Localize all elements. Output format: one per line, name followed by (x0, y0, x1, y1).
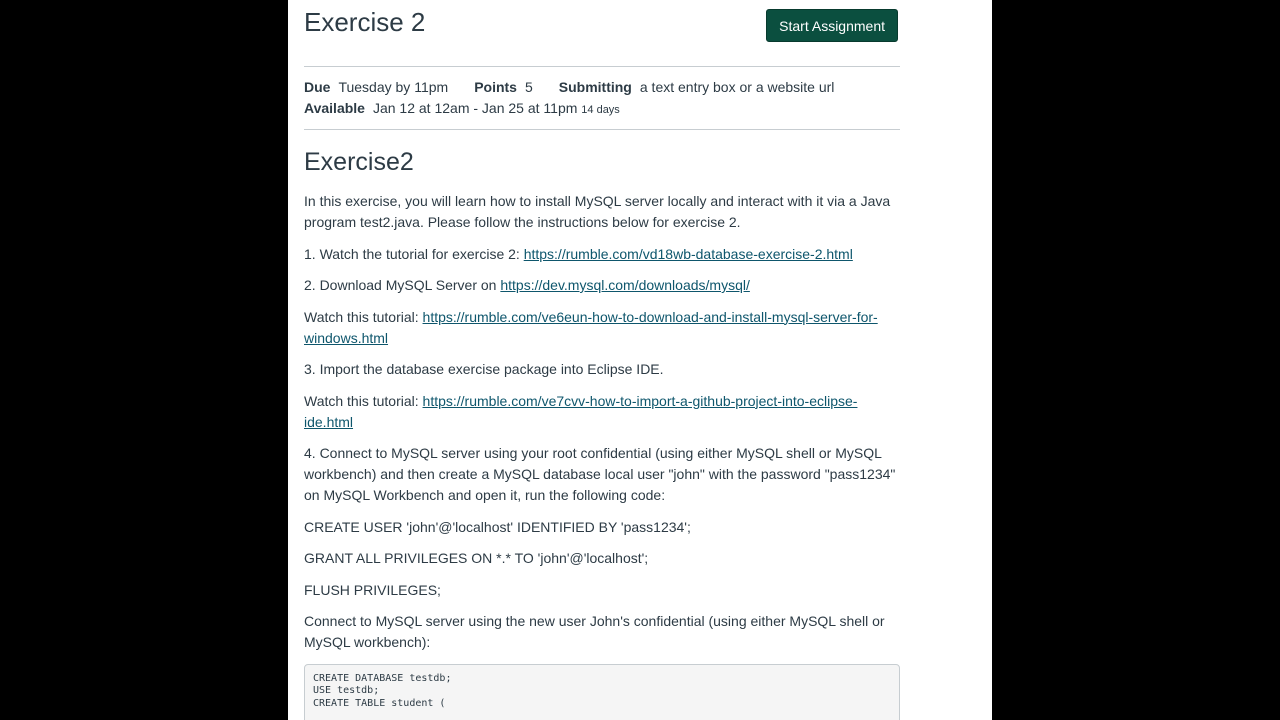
assignment-content (304, 0, 900, 720)
due-value: Tuesday by 11pm (338, 79, 449, 95)
due-label: Due (304, 79, 331, 95)
code-line: CREATE TABLE student ( (313, 697, 446, 709)
step-2 (304, 275, 900, 296)
start-assignment-button[interactable]: Start Assignment (766, 9, 898, 42)
code-block[interactable] (304, 664, 900, 720)
assignment-details (304, 67, 900, 130)
submitting-value: a text entry box or a website url (639, 79, 835, 95)
step-3: 3. Import the database exercise package into Eclipse IDE. (304, 361, 664, 377)
mysql-download-link[interactable]: https://dev.mysql.com/downloads/mysql/ (500, 277, 750, 293)
install-mysql-tutorial-link[interactable]: https://rumble.com/ve6eun-how-to-download-and-install-mysql-server-for-windows.html (304, 308, 878, 346)
sql-grant-privileges: GRANT ALL PRIVILEGES ON *.* TO 'john'@'localhost'; (304, 550, 649, 566)
details-row-available (304, 100, 620, 116)
submitting-label: Submitting (558, 79, 632, 95)
sql-create-user: CREATE USER 'john'@'localhost' IDENTIFIED BY 'pass1234'; (304, 518, 691, 535)
assignment-description (304, 148, 900, 720)
watch-tutorial-2 (304, 391, 900, 433)
tutorial-link-exercise-2[interactable]: https://rumble.com/vd18wb-database-exercise-2.html (523, 245, 853, 262)
connect-paragraph: Connect to MySQL server using the new user John's confidential (using either MySQL shell or MySQL workbench): (304, 613, 885, 650)
assignment-header (304, 0, 900, 67)
watch-tutorial-1 (304, 307, 900, 349)
available-value: Jan 12 at 12am - Jan 25 at 11pm (372, 100, 578, 116)
watch-2-text: Watch this tutorial: (304, 392, 423, 409)
sql-flush-privileges: FLUSH PRIVILEGES; (304, 581, 441, 598)
step-1-text: 1. Watch the tutorial for exercise 2: (304, 245, 524, 262)
page-title: Exercise 2 (304, 7, 426, 37)
step-1 (304, 244, 900, 265)
code-line: CREATE DATABASE testdb; (313, 672, 452, 684)
watch-1-text: Watch this tutorial: (304, 308, 423, 325)
description-heading: Exercise2 (304, 148, 414, 176)
assignment-page (288, 0, 992, 720)
points-label: Points (474, 79, 517, 95)
step-2-text: 2. Download MySQL Server on (304, 277, 501, 293)
intro-paragraph: In this exercise, you will learn how to install MySQL server locally and interact with it via a Java program test2.java. Please follow the instructions below for exercise 2. (304, 193, 891, 230)
step-4: 4. Connect to MySQL server using your root confidential (using either MySQL shell or MySQL workbench) and then create a MySQL database local user "john" with the password "pass1234" on MySQL Workbench and open it, run the following code: (304, 445, 896, 503)
available-days: 14 days (581, 104, 620, 116)
code-line: USE testdb; (313, 685, 380, 696)
import-eclipse-tutorial-link[interactable]: https://rumble.com/ve7cvv-how-to-import-a-github-project-into-eclipse-ide.html (304, 392, 858, 430)
available-label: Available (304, 100, 365, 116)
details-row-due (304, 79, 834, 95)
points-value: 5 (524, 79, 533, 95)
